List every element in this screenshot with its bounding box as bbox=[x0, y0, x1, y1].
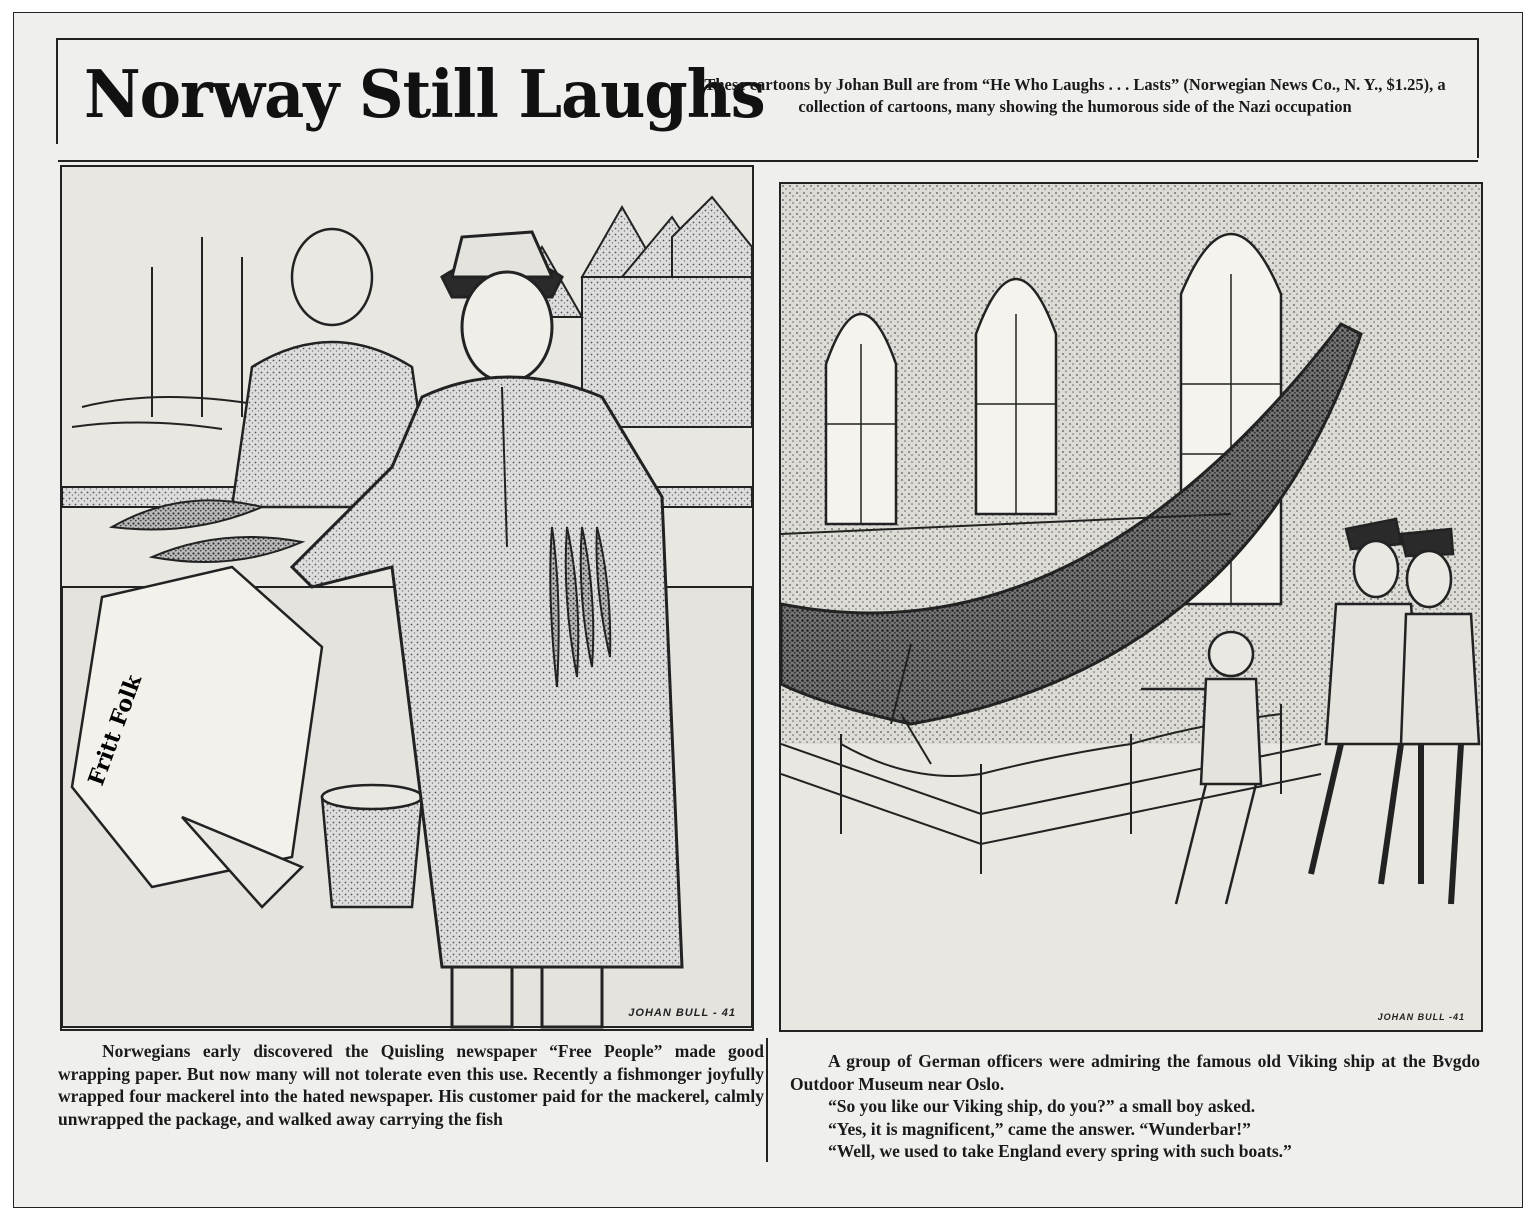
caption-viking-ship bbox=[790, 1050, 1480, 1163]
caption-paragraph: “Well, we used to take England every spring with such boats.” bbox=[828, 1141, 1292, 1161]
header-rule-right bbox=[1477, 38, 1479, 158]
cartoon-viking-ship bbox=[779, 182, 1483, 1032]
fishmonger-illustration bbox=[62, 167, 752, 1029]
cartoon-fishmonger bbox=[60, 165, 754, 1031]
bucket bbox=[322, 785, 422, 907]
column-divider bbox=[766, 1038, 768, 1162]
newspaper-masthead: Fritt Folk bbox=[83, 671, 148, 790]
caption-paragraph: “Yes, it is magnificent,” came the answer. “Wunderbar!” bbox=[828, 1118, 1251, 1139]
caption-paragraph: “So you like our Viking ship, do you?” a small boy asked. bbox=[828, 1096, 1256, 1116]
ship-masts bbox=[72, 237, 272, 429]
page-subtitle: These cartoons by Johan Bull are from “He Who Laughs . . . Lasts” (Norwegian News Co., N. Y., $1.25), a collection of cartoons, many showing the humorous side of the Nazi occupation bbox=[704, 75, 1446, 116]
artist-signature: JOHAN BULL -41 bbox=[1377, 1012, 1465, 1022]
artist-signature: JOHAN BULL - 41 bbox=[628, 1007, 736, 1019]
fish-pile bbox=[112, 500, 302, 562]
page-title: Norway Still Laughs bbox=[84, 56, 765, 133]
viking-ship-illustration bbox=[781, 184, 1481, 1030]
caption-fishmonger: Norwegians early discovered the Quisling newspaper “Free People” made good wrapping paper. But now many will not tolerate even this use. Recently a fishmonger joyfully wrapped four mackerel into the hated newspaper. His customer paid for the mackerel, calmly unwrapped the package, and walked away carrying the fish bbox=[58, 1041, 764, 1129]
caption-paragraph: A group of German officers were admiring the famous old Viking ship at the Bvgdo Outdoor Museum near Oslo. bbox=[790, 1051, 1480, 1094]
header-rule-left bbox=[56, 38, 58, 144]
